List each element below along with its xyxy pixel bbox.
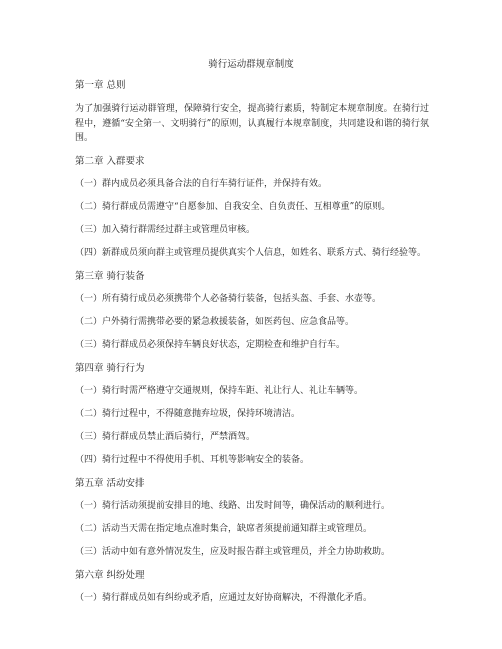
document-body: [75, 79, 429, 615]
chapter-4-heading: 第四章 骑行行为: [75, 362, 145, 374]
document-title: 骑行运动群规章制度: [208, 59, 294, 70]
chapter-2-item-3: （三）加入骑行群需经过群主或管理员审核。: [75, 224, 256, 235]
chapter-3-item-1: （一）所有骑行成员必须携带个人必备骑行装备，包括头盔、手套、水壶等。: [75, 293, 382, 304]
chapter-2-item-1: （一）群内成员必须具备合法的自行车骑行证件，并保持有效。: [75, 178, 328, 189]
chapter-5-item-1: （一）骑行活动须提前安排目的地、线路、出发时间等，确保活动的顺利进行。: [75, 500, 391, 511]
chapter-5-item-3: （三）活动中如有意外情况发生，应及时报告群主或管理员，并全力协助救助。: [75, 546, 391, 557]
chapter-3-item-3: （三）骑行群成员必须保持车辆良好状态，定期检查和维护自行车。: [75, 339, 346, 350]
chapter-3-item-2: （二）户外骑行需携带必要的紧急救援装备，如医药包、应急食品等。: [75, 316, 355, 327]
chapter-4-item-3: （三）骑行群成员禁止酒后骑行，严禁酒驾。: [75, 431, 256, 442]
chapter-5-heading: 第五章 活动安排: [75, 477, 145, 489]
chapter-2-item-4: （四）新群成员须向群主或管理员提供真实个人信息，如姓名、联系方式、骑行经验等。: [75, 247, 427, 258]
chapter-2-item-2: （二）骑行群成员需遵守“自愿参加、自我安全、自负责任、互相尊重”的原则。: [75, 201, 391, 212]
chapter-1-heading: 第一章 总则: [75, 80, 126, 91]
chapter-1-paragraph: 为了加强骑行运动群管理，保障骑行安全，提高骑行素质，特制定本规章制度。在骑行过程中，遵循“安全第一、文明骑行”的原则，认真履行本规章制度，共同建设和谐的骑行氛围。: [75, 104, 429, 143]
chapter-6-heading: 第六章 纠纷处理: [75, 569, 145, 581]
chapter-2-heading: 第二章 入群要求: [75, 155, 145, 167]
chapter-4-item-1: （一）骑行时需严格遵守交通规则，保持车距、礼让行人、礼让车辆等。: [75, 385, 364, 396]
chapter-6-item-1: （一）骑行群成员如有纠纷或矛盾，应通过友好协商解决，不得激化矛盾。: [75, 592, 373, 603]
chapter-4-item-4: （四）骑行过程中不得使用手机、耳机等影响安全的装备。: [75, 454, 310, 465]
chapter-3-heading: 第三章 骑行装备: [75, 270, 145, 282]
chapter-4-item-2: （二）骑行过程中，不得随意抛弃垃圾，保持环境清洁。: [75, 408, 301, 419]
chapter-5-item-2: （二）活动当天需在指定地点准时集合，缺席者须提前通知群主或管理员。: [75, 523, 373, 534]
